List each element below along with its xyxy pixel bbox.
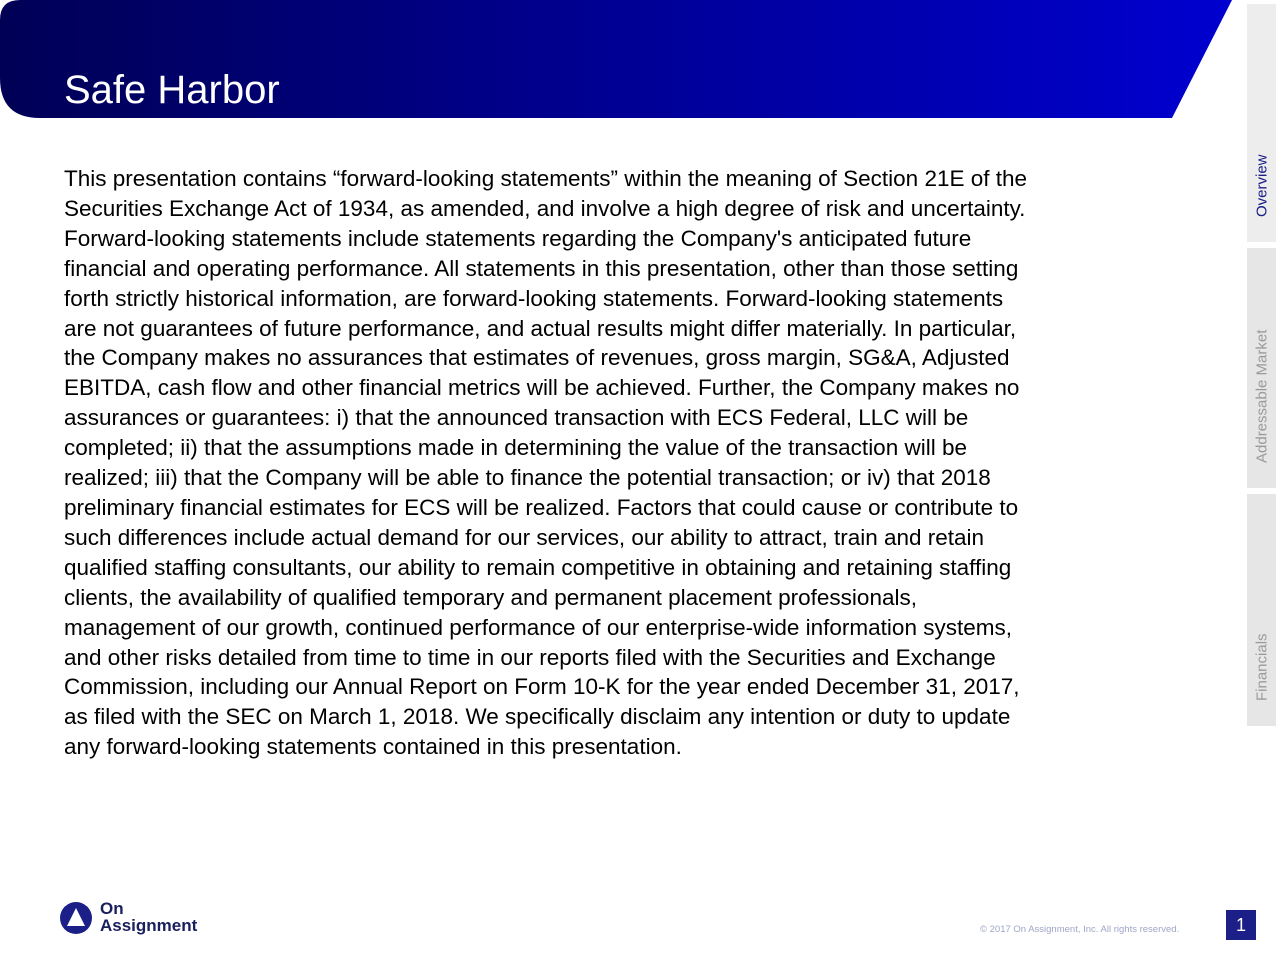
- tab-overview-label: Overview: [1253, 154, 1270, 217]
- logo-icon: [60, 902, 92, 934]
- safe-harbor-statement: This presentation contains “forward-looking statements” within the meaning of Section 21E of the Securities Exchange Act of 1934, as amended, and involve a high degree of risk and uncertainty. Forward-looking statements include statements regarding the Company's anticipated future financial and operating performance. All statements in this presentation, other than those setting forth strictly historical information, are forward-looking statements. Forward-looking statements are not guarantees of future performance, and actual results might differ materially. In particular, the Company makes no assurances that estimates of revenues, gross margin, SG&A, Adjusted EBITDA, cash flow and other financial metrics will be achieved. Further, the Company makes no assurances or guarantees: i) that the announced transaction with ECS Federal, LLC will be completed; ii) that the assumptions made in determining the value of the transaction will be realized; iii) that the Company will be able to finance the potential transaction; or iv) that 2018 preliminary financial estimates for ECS will be realized. Factors that could cause or contribute to such differences include actual demand for our services, our ability to attract, train and retain qualified staffing consultants, our ability to remain competitive in obtaining and retaining staffing clients, the availability of qualified temporary and permanent placement professionals, management of our growth, continued performance of our enterprise-wide information systems, and other risks detailed from time to time in our reports filed with the Securities and Exchange Commission, including our Annual Report on Form 10-K for the year ended December 31, 2017, as filed with the SEC on March 1, 2018. We specifically disclaim any intention or duty to update any forward-looking statements contained in this presentation.: [64, 166, 1028, 760]
- logo-line-on: On: [100, 899, 124, 918]
- tab-financials[interactable]: [1247, 494, 1276, 726]
- logo-line-assignment: Assignment: [100, 916, 198, 935]
- tab-addressable-market-label: Addressable Market: [1253, 329, 1270, 463]
- company-logo: [60, 900, 220, 940]
- tab-addressable-market[interactable]: [1247, 248, 1276, 488]
- tab-overview[interactable]: [1247, 4, 1276, 242]
- logo-wordmark: [100, 900, 197, 934]
- tab-financials-label: Financials: [1253, 633, 1270, 701]
- page-title: Safe Harbor: [64, 68, 280, 112]
- page-number: 1: [1226, 910, 1256, 940]
- copyright-notice: © 2017 On Assignment, Inc. All rights reserved.: [980, 924, 1180, 935]
